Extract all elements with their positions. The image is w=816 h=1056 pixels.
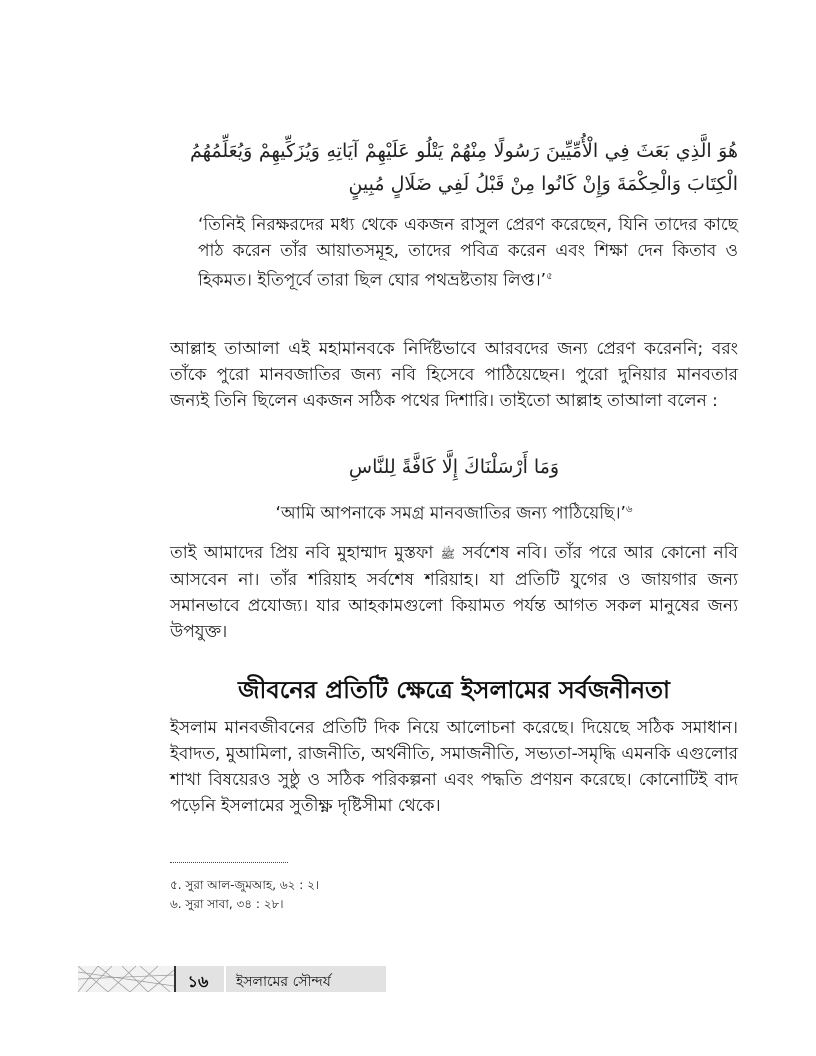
footnote-5: ৫. সুরা আল-জুমআহ, ৬২ : ২।: [170, 878, 320, 892]
page-footer: [78, 966, 386, 992]
quote-2: [170, 497, 738, 527]
paragraph-3: ইসলাম মানবজীবনের প্রতিটি দিক নিয়ে আলোচনা করেছে। দিয়েছে সঠিক সমাধান। ইবাদত, মুআমিলা, রাজনীতি, অর্থনীতি, সমাজনীতি, সভ্যতা-সমৃদ্ধি এমনকি এগুলোর শাখা বিষয়েরও সুষ্ঠু ও সঠিক পরিকল্পনা এবং পদ্ধতি প্রণয়ন করেছে। কোনোটিই বাদ পড়েনি ইসলামের সুতীক্ষ্ণ দৃষ্টিসীমা থেকে।: [170, 718, 738, 816]
salutation-icon: ﷺ: [440, 547, 456, 561]
paragraph-2: [170, 540, 738, 645]
quote-2-text: ‘আমি আপনাকে সমগ্র মানবজাতির জন্য পাঠিয়েছি।’: [275, 503, 626, 524]
page-number: ১৬: [187, 972, 209, 991]
footnote-ref-6[interactable]: ৬: [625, 504, 633, 515]
footnotes: [170, 876, 319, 914]
paragraph-2-part-a: তাই আমাদের প্রিয় নবি মুহাম্মাদ মুস্তফা: [170, 543, 434, 563]
footnote-6: ৬. সুরা সাবা, ৩৪ : ২৮।: [170, 897, 284, 911]
footer-separator: [224, 966, 226, 992]
paragraph-2-part-b: সর্বশেষ নবি। তাঁর পরে আর কোনো নবি আসবেন না। তাঁর শরিয়াহ সর্বশেষ শরিয়াহ। যা প্রতিটি যুগের ও জায়গার জন্য সমানভাবে প্রযোজ্য। যার আহকামগুলো কিয়ামত পর্যন্ত আগত সকল মানুষের জন্য উপযুক্ত।: [170, 543, 738, 642]
arabic-verse-2: وَمَا أَرْسَلْنَاكَ إِلَّا كَافَّةً لِلنَّاسِ: [348, 456, 560, 478]
footnote-ref-5[interactable]: ৫: [546, 271, 553, 282]
section-heading: জীবনের প্রতিটি ক্ষেত্রে ইসলামের সর্বজনীনতা: [238, 676, 670, 704]
book-title: ইসলামের সৌন্দর্য: [236, 974, 331, 990]
quote-1: [198, 212, 738, 294]
arabic-verse-1: هُوَ الَّذِي بَعَثَ فِي الْأُمِّيِّينَ رَسُولًا مِنْهُمْ يَتْلُو عَلَيْهِمْ آيَاتِهِ وَيُزَكِّيهِمْ وَيُعَلِّمُهُمُ الْكِتَابَ وَالْحِكْمَةَ وَإِنْ كَانُوا مِنْ قَبْلُ لَفِي ضَلَالٍ مُبِينٍ: [190, 140, 738, 195]
quote-1-text: ‘তিনিই নিরক্ষরদের মধ্য থেকে একজন রাসুল প্রেরণ করেছেন, যিনি তাদের কাছে পাঠ করেন তাঁর আয়াতসমূহ, তাদের পবিত্র করেন এবং শিক্ষা দেন কিতাব ও হিকমত। ইতিপূর্বে তারা ছিল ঘোর পথভ্রষ্টতায় লিপ্ত।’: [198, 215, 738, 291]
paragraph-1: আল্লাহ তাআলা এই মহামানবকে নির্দিষ্টভাবে আরবদের জন্য প্রেরণ করেননি; বরং তাঁকে পুরো মানবজাতির জন্য নবি হিসেবে পাঠিয়েছেন। পুরো দুনিয়ার মানবতার জন্যই তিনি ছিলেন একজন সঠিক পথের দিশারি। তাইতো আল্লাহ তাআলা বলেন :: [170, 339, 738, 411]
footnote-separator: [170, 862, 288, 863]
footer-decorative-pattern: [78, 966, 174, 992]
